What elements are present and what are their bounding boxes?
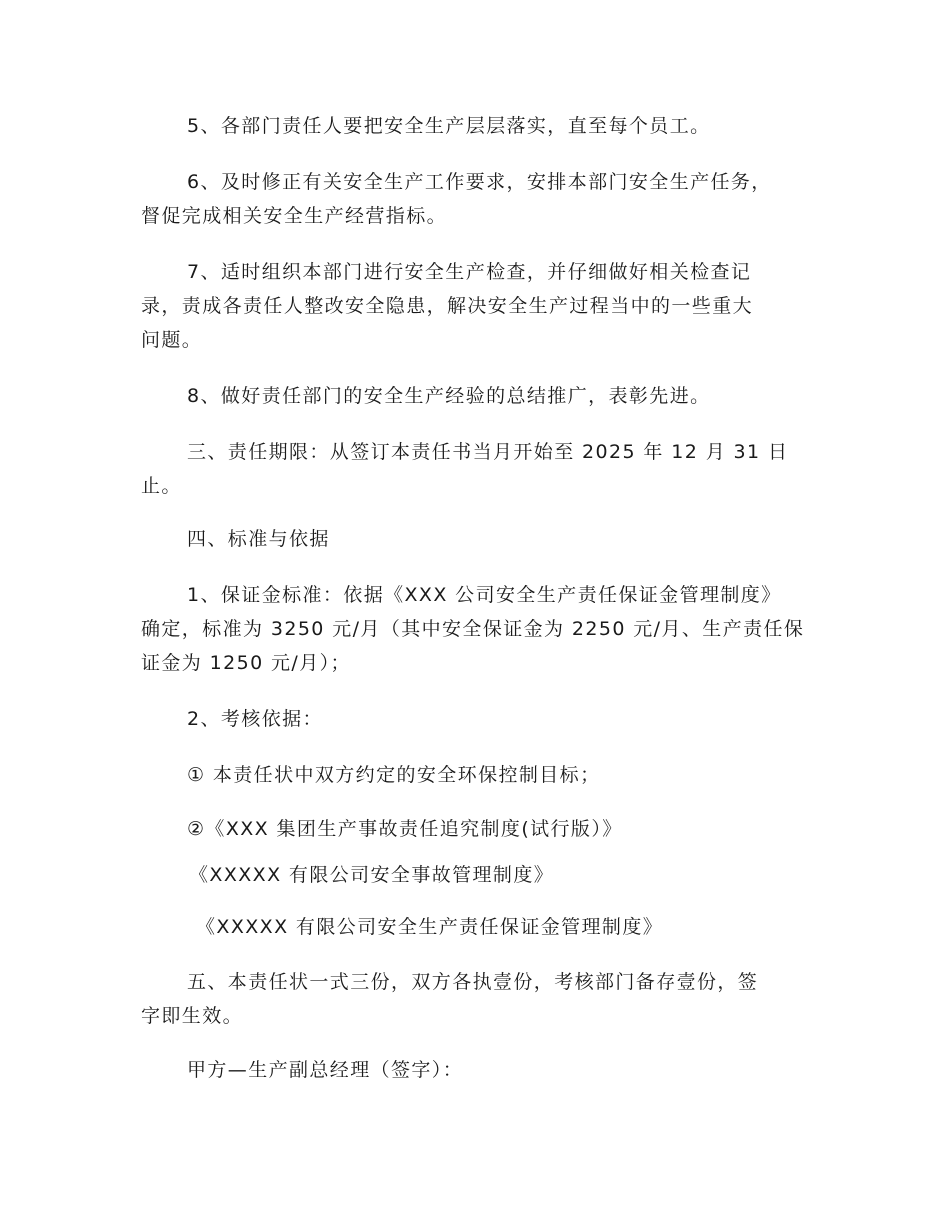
section-4-heading: 四、标准与依据 xyxy=(187,528,330,550)
clause-8-line-1: 8、做好责任部门的安全生产经验的总结推广，表彰先进。 xyxy=(187,385,711,407)
clause-6-line-1: 6、及时修正有关安全生产工作要求，安排本部门安全生产任务， xyxy=(187,171,772,193)
assessment-basis-item-2: ②《XXX 集团生产事故责任追究制度(试行版）》 xyxy=(187,818,623,840)
section-5-line-1: 五、本责任状一式三份，双方各执壹份，考核部门备存壹份，签 xyxy=(187,971,759,993)
clause-7-line-1: 7、适时组织本部门进行安全生产检查，并仔细做好相关检查记 xyxy=(187,261,752,283)
clause-5-line-1: 5、各部门责任人要把安全生产层层落实，直至每个员工。 xyxy=(187,115,711,137)
section-5-line-2: 字即生效。 xyxy=(141,1005,244,1027)
party-a-signature-line: 甲方—生产副总经理（签字）： xyxy=(187,1059,464,1081)
term-heading-line-1: 三、责任期限：从签订本责任书当月开始至 2025 年 12 月 31 日 xyxy=(187,441,789,463)
term-heading-line-2: 止。 xyxy=(141,475,182,497)
deposit-standard-line-1: 1、保证金标准：依据《XXX 公司安全生产责任保证金管理制度》 xyxy=(187,584,782,606)
clause-6-line-2: 督促完成相关安全生产经营指标。 xyxy=(141,205,448,227)
assessment-basis-heading: 2、考核依据： xyxy=(187,708,323,730)
clause-7-line-2: 录，责成各责任人整改安全隐患，解决安全生产过程当中的一些重大 xyxy=(141,295,754,317)
clause-7-line-3: 问题。 xyxy=(141,329,203,351)
deposit-standard-line-3: 证金为 1250 元/月）； xyxy=(141,652,351,674)
assessment-basis-item-3: 《XXXXX 有限公司安全事故管理制度》 xyxy=(189,864,555,886)
assessment-basis-item-1: ① 本责任状中双方约定的安全环保控制目标； xyxy=(187,764,601,786)
deposit-standard-line-2: 确定，标准为 3250 元/月（其中安全保证金为 2250 元/月、生产责任保 xyxy=(141,618,805,640)
assessment-basis-item-4: 《XXXXX 有限公司安全生产责任保证金管理制度》 xyxy=(196,916,664,938)
